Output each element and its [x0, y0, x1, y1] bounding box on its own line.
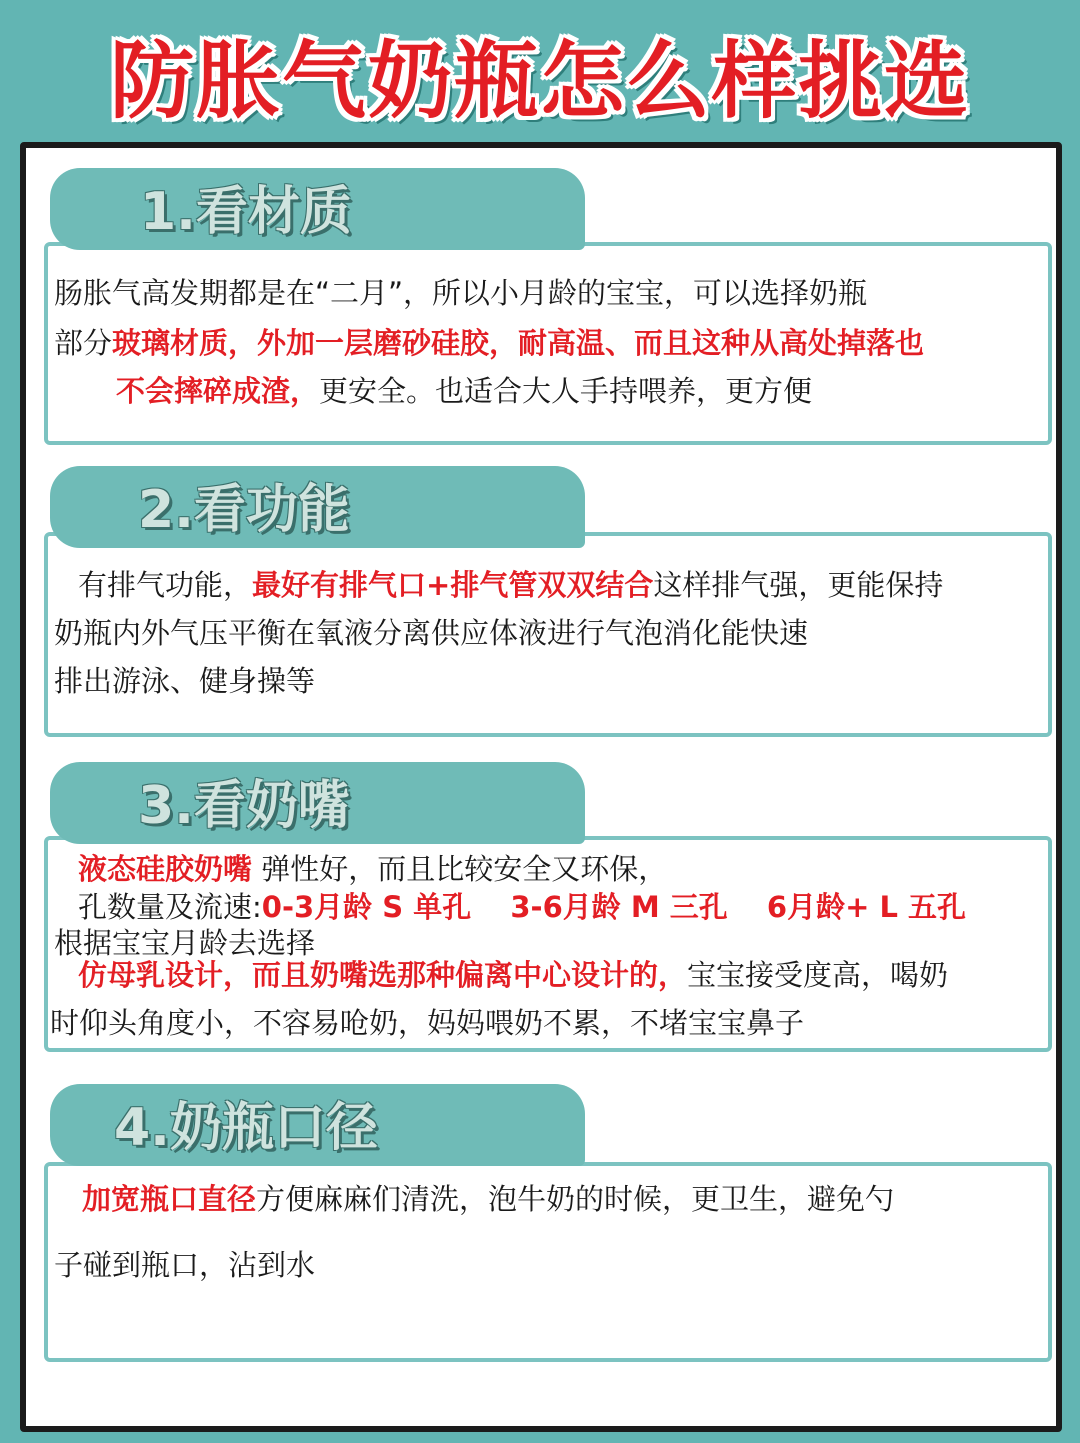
- section-card-function: [44, 532, 1052, 737]
- section-tab-mouth: [50, 1084, 585, 1166]
- section-line: 液态硅胶奶嘴 弹性好，而且比较安全又环保，: [78, 852, 668, 886]
- section-line: 奶瓶内外气压平衡在氧液分离供应体液进行气泡消化能快速: [54, 616, 809, 650]
- section-heading: 3.看奶嘴: [138, 776, 350, 836]
- section-heading: 4.奶瓶口径: [114, 1098, 378, 1158]
- section-tab-nipple: [50, 762, 585, 844]
- section-line: 时仰头角度小，不容易呛奶，妈妈喂奶不累，不堵宝宝鼻子: [50, 1006, 805, 1040]
- section-card-mouth: [44, 1162, 1052, 1362]
- section-line: 不会摔碎成渣，更安全。也适合大人手持喂养，更方便: [116, 374, 813, 408]
- section-line: 根据宝宝月龄去选择: [54, 926, 316, 960]
- section-line: 部分玻璃材质，外加一层磨砂硅胶，耐高温、而且这种从高处掉落也: [54, 326, 925, 360]
- page-title: 防胀气奶瓶怎么样挑选: [109, 32, 970, 130]
- section-line: 有排气功能，最好有排气口+排气管双双结合这样排气强，更能保持: [78, 568, 944, 602]
- section-card-material: [44, 242, 1052, 445]
- section-heading: 1.看材质: [140, 182, 352, 242]
- section-line: 孔数量及流速:0-3月龄 S 单孔 3-6月龄 M 三孔 6月龄+ L 五孔: [78, 890, 967, 924]
- section-tab-function: [50, 466, 585, 548]
- section-tab-material: [50, 168, 585, 250]
- section-heading: 2.看功能: [138, 480, 350, 540]
- section-line: 加宽瓶口直径方便麻麻们清洗，泡牛奶的时候，更卫生，避免勺: [82, 1182, 895, 1216]
- section-line: 排出游泳、健身操等: [54, 664, 316, 698]
- section-line: 仿母乳设计，而且奶嘴选那种偏离中心设计的，宝宝接受度高，喝奶: [78, 958, 949, 992]
- section-line: 子碰到瓶口，沾到水: [54, 1248, 316, 1282]
- section-card-nipple: [44, 836, 1052, 1052]
- content-panel: [20, 142, 1062, 1432]
- section-line: 肠胀气高发期都是在“二月”，所以小月龄的宝宝，可以选择奶瓶: [54, 276, 868, 310]
